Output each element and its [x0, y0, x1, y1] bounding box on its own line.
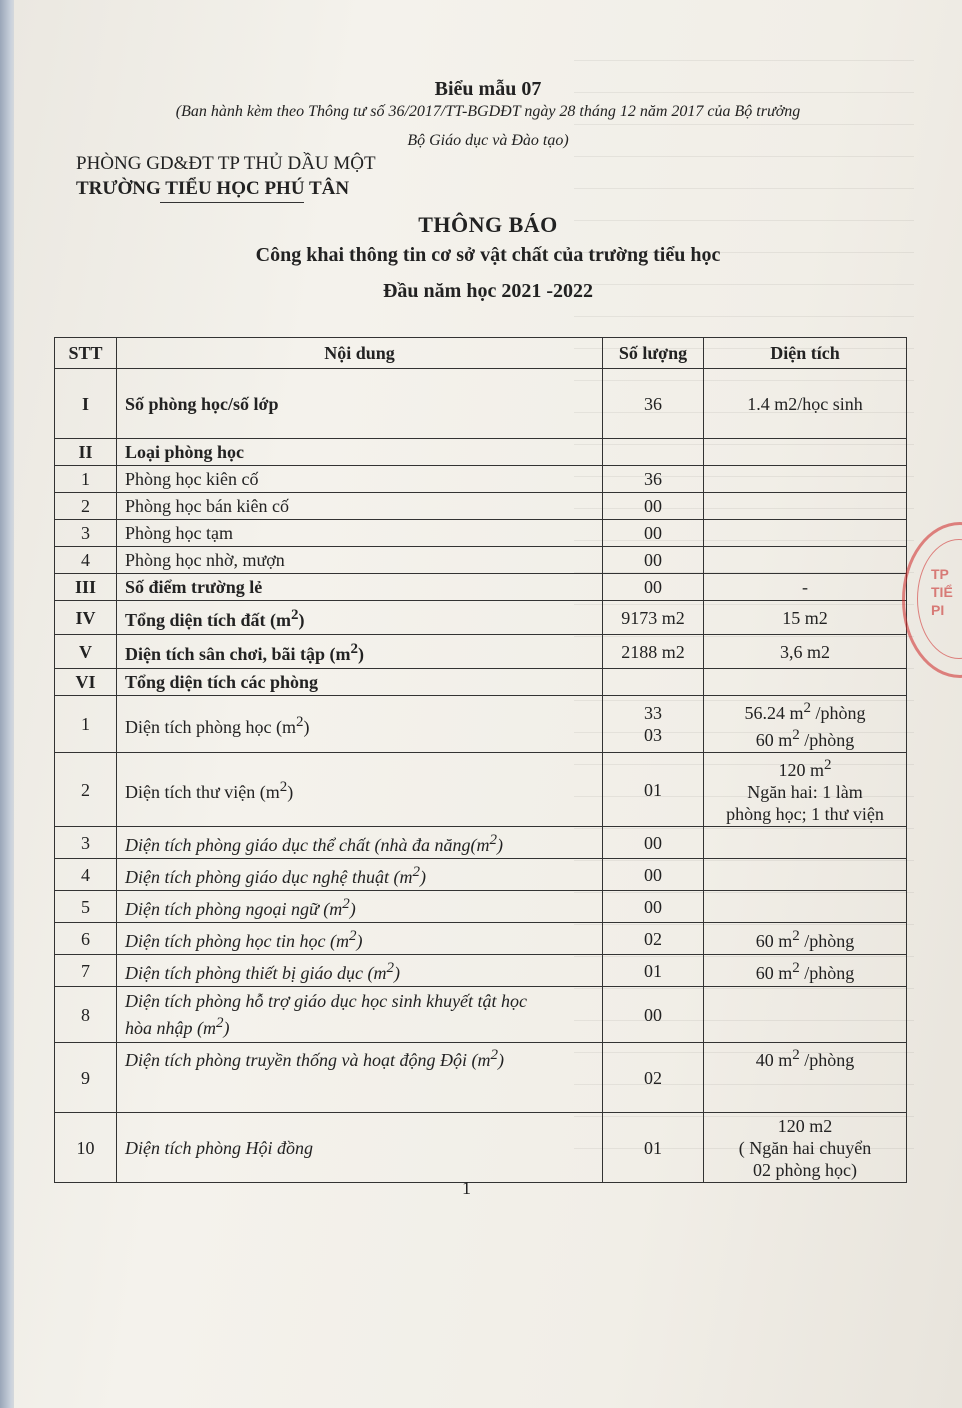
row-content-text: Diện tích phòng giáo dục nghệ thuật (m: [125, 867, 413, 887]
row-content-text: Tổng diện tích đất (m: [125, 610, 292, 630]
area-line1-text: 56.24 m: [744, 703, 804, 723]
department-name: PHÒNG GD&ĐT TP THỦ DẦU MỘT: [76, 153, 376, 174]
column-header-content: Nội dung: [117, 338, 603, 369]
row-content-sup: 2: [216, 1015, 224, 1031]
table-row: [55, 466, 907, 493]
row-content: [117, 1043, 603, 1113]
row-quantity: 01: [603, 955, 704, 987]
row-area: [704, 696, 907, 753]
row-content-text: Diện tích phòng truyền thống và hoạt động Đội (m: [125, 1050, 491, 1070]
row-content-sup: 2: [279, 779, 288, 795]
table-row: [55, 520, 907, 547]
row-stt: 5: [55, 891, 117, 923]
column-header-stt: STT: [55, 338, 117, 369]
red-seal-text-line1: TP: [931, 566, 949, 582]
area-line1: [712, 754, 898, 781]
row-content-sup: 2: [291, 607, 299, 623]
row-content: Số điểm trường lẻ: [117, 574, 603, 601]
facilities-table: [54, 337, 907, 1183]
area-line1-text: 120 m: [778, 760, 824, 780]
table-row: [55, 1043, 907, 1113]
row-content-end: ): [356, 931, 363, 951]
form-number: Biểu mẫu 07: [434, 78, 542, 100]
row-quantity: [603, 439, 704, 466]
area-line2: ( Ngăn hai chuyển: [738, 1137, 872, 1158]
table-row: [55, 859, 907, 891]
row-stt: 4: [55, 547, 117, 574]
area-text: 40 m: [755, 1050, 793, 1070]
row-content-end: ): [223, 1018, 230, 1038]
row-quantity: 36: [603, 369, 704, 439]
row-content: [117, 891, 603, 923]
row-content-sup: 2: [348, 928, 357, 944]
row-stt: 1: [55, 696, 117, 753]
table-row: [55, 1113, 907, 1183]
row-content-line2: [125, 1012, 594, 1039]
table-row: [55, 891, 907, 923]
row-content-text: Diện tích phòng ngoại ngữ (m: [125, 899, 343, 919]
quantity-line2: 03: [644, 725, 662, 745]
school-year: Đầu năm học 2021 -2022: [382, 280, 593, 302]
row-stt: 3: [55, 827, 117, 859]
row-content-line2-text: hòa nhập (m: [125, 1018, 216, 1038]
area-end: /phòng: [799, 1050, 855, 1070]
area-line2-end: /phòng: [799, 730, 855, 750]
row-content-text: Diện tích phòng giáo dục thể chất (nhà đa năng(m: [125, 835, 490, 855]
row-quantity: 2188 m2: [603, 635, 704, 669]
row-area: [704, 1113, 907, 1183]
row-content-sup: 2: [295, 713, 304, 730]
row-area: 15 m2: [704, 601, 907, 635]
area-line2: [712, 724, 898, 751]
area-line1-sup: 2: [803, 700, 811, 716]
row-area: [704, 753, 907, 827]
row-area: [704, 1043, 907, 1113]
row-content-end: ): [497, 1050, 504, 1070]
notice-subject: Công khai thông tin cơ sở vật chất của trường tiểu học: [255, 244, 721, 266]
table-row: [55, 635, 907, 669]
school-name: TRƯỜNG TIỂU HỌC PHÚ TÂN: [76, 178, 350, 199]
row-content-text: Diện tích phòng học (m: [125, 716, 296, 737]
row-quantity: 00: [603, 827, 704, 859]
area-line2-text: 60 m: [755, 730, 793, 750]
area-line3: phòng học; 1 thư viện: [726, 804, 884, 824]
row-quantity: [603, 696, 704, 753]
table-row: [55, 753, 907, 827]
row-stt: 3: [55, 520, 117, 547]
row-content: Phòng học tạm: [117, 520, 603, 547]
row-content-sup: 2: [342, 896, 350, 912]
school-underline: [160, 202, 304, 203]
row-area: [704, 493, 907, 520]
row-content-sup: 2: [386, 960, 394, 976]
legal-reference-line2: Bộ Giáo dục và Đào tạo): [407, 132, 569, 149]
row-stt: 7: [55, 955, 117, 987]
row-area: [704, 987, 907, 1043]
row-stt: V: [55, 635, 117, 669]
row-quantity: 02: [603, 923, 704, 955]
row-stt: 1: [55, 466, 117, 493]
row-content: Phòng học bán kiên cố: [117, 493, 603, 520]
row-content-line1: Diện tích phòng hỗ trợ giáo dục học sinh khuyết tật học: [125, 991, 528, 1011]
area-text: 60 m: [755, 931, 793, 951]
row-quantity: 00: [603, 859, 704, 891]
row-stt: III: [55, 574, 117, 601]
row-content-end: ): [357, 644, 364, 664]
area-line1-sup: 2: [824, 757, 832, 773]
row-area: [704, 520, 907, 547]
row-content-end: ): [298, 610, 305, 630]
row-quantity: 01: [603, 1113, 704, 1183]
row-content-end: ): [496, 835, 503, 855]
row-content: [117, 955, 603, 987]
row-area: [704, 466, 907, 493]
area-sup: 2: [792, 928, 800, 944]
area-sup: 2: [792, 960, 800, 976]
row-quantity: 00: [603, 547, 704, 574]
row-content-text: Diện tích phòng thiết bị giáo dục (m: [125, 963, 387, 983]
area-line3: 02 phòng học): [753, 1159, 857, 1180]
row-stt: 2: [55, 493, 117, 520]
table-row: [55, 439, 907, 466]
row-stt: I: [55, 369, 117, 439]
row-quantity: 01: [603, 753, 704, 827]
row-area: [704, 669, 907, 696]
row-content: Số phòng học/số lớp: [117, 369, 603, 439]
row-stt: 6: [55, 923, 117, 955]
row-content: Tổng diện tích các phòng: [117, 669, 603, 696]
row-stt: II: [55, 439, 117, 466]
row-area: 1.4 m2/học sinh: [704, 369, 907, 439]
row-content-sup: 2: [412, 864, 420, 880]
table-row: [55, 574, 907, 601]
table-row: [55, 669, 907, 696]
row-quantity: 00: [603, 574, 704, 601]
row-area: [704, 955, 907, 987]
row-quantity: 00: [603, 891, 704, 923]
table-row: [55, 827, 907, 859]
table-row: [55, 601, 907, 635]
row-stt: 10: [55, 1113, 117, 1183]
row-stt: VI: [55, 669, 117, 696]
column-header-quantity: Số lượng: [603, 338, 704, 369]
row-stt: 2: [55, 753, 117, 827]
row-content-text: Diện tích thư viện (m: [125, 782, 280, 802]
row-content: [117, 827, 603, 859]
area-line1: [712, 697, 898, 724]
row-stt: 8: [55, 987, 117, 1043]
table-row: [55, 987, 907, 1043]
table-row: [55, 547, 907, 574]
area-line1: 120 m2: [777, 1115, 833, 1136]
row-content: [117, 753, 603, 827]
row-content-sup: 2: [489, 832, 497, 848]
table-row: [55, 493, 907, 520]
row-content: [117, 696, 603, 753]
area-end: /phòng: [799, 931, 855, 951]
table-row: [55, 369, 907, 439]
row-quantity: 36: [603, 466, 704, 493]
table-row: [55, 923, 907, 955]
table-header-row: [55, 338, 907, 369]
row-content-sup: 2: [350, 641, 358, 657]
row-quantity: 00: [603, 520, 704, 547]
row-content-sup: 2: [490, 1047, 498, 1063]
row-quantity: 00: [603, 493, 704, 520]
row-content: [117, 987, 603, 1043]
row-content: [117, 859, 603, 891]
area-line2-sup: 2: [792, 727, 800, 743]
row-area: [704, 891, 907, 923]
row-area: [704, 547, 907, 574]
notice-title: THÔNG BÁO: [418, 212, 558, 237]
red-seal-text: [931, 565, 953, 619]
row-content-text: Diện tích phòng học tin học (m: [125, 931, 349, 951]
area-sup: 2: [792, 1047, 800, 1063]
row-content: [117, 923, 603, 955]
area-text: 60 m: [755, 963, 793, 983]
row-content-end: ): [419, 867, 426, 887]
row-content: Loại phòng học: [117, 439, 603, 466]
row-content-end: ): [349, 899, 356, 919]
row-stt: 4: [55, 859, 117, 891]
row-stt: 9: [55, 1043, 117, 1113]
table-row: [55, 696, 907, 753]
row-area: -: [704, 574, 907, 601]
row-quantity: 02: [603, 1043, 704, 1113]
table-row: [55, 955, 907, 987]
legal-reference-line1: (Ban hành kèm theo Thông tư số 36/2017/TT-BGDĐT ngày 28 tháng 12 năm 2017 của Bộ trưởng: [175, 103, 801, 120]
row-content: Phòng học nhờ, mượn: [117, 547, 603, 574]
row-content-end: ): [393, 963, 400, 983]
column-header-area: Diện tích: [704, 338, 907, 369]
document-page: [14, 0, 962, 1408]
quantity-line1: 33: [644, 703, 662, 723]
row-area: [704, 827, 907, 859]
row-content-end: ): [303, 716, 310, 737]
row-content: [117, 601, 603, 635]
area-line2: Ngăn hai: 1 làm: [747, 782, 863, 802]
page-number: 1: [462, 1178, 471, 1198]
area-line1-end: /phòng: [811, 703, 866, 723]
row-area: 3,6 m2: [704, 635, 907, 669]
row-area: [704, 859, 907, 891]
row-quantity: 9173 m2: [603, 601, 704, 635]
row-quantity: [603, 669, 704, 696]
row-content-text: Diện tích sân chơi, bãi tập (m: [125, 644, 351, 664]
red-seal-text-line2: TIỂ: [931, 584, 953, 600]
row-content: [117, 635, 603, 669]
row-area: [704, 923, 907, 955]
row-content-end: ): [287, 782, 294, 802]
row-stt: IV: [55, 601, 117, 635]
area-end: /phòng: [799, 963, 855, 983]
row-area: [704, 439, 907, 466]
row-content: Diện tích phòng Hội đồng: [117, 1113, 603, 1183]
red-seal-text-line3: PI: [931, 602, 945, 618]
row-quantity: 00: [603, 987, 704, 1043]
row-content: Phòng học kiên cố: [117, 466, 603, 493]
